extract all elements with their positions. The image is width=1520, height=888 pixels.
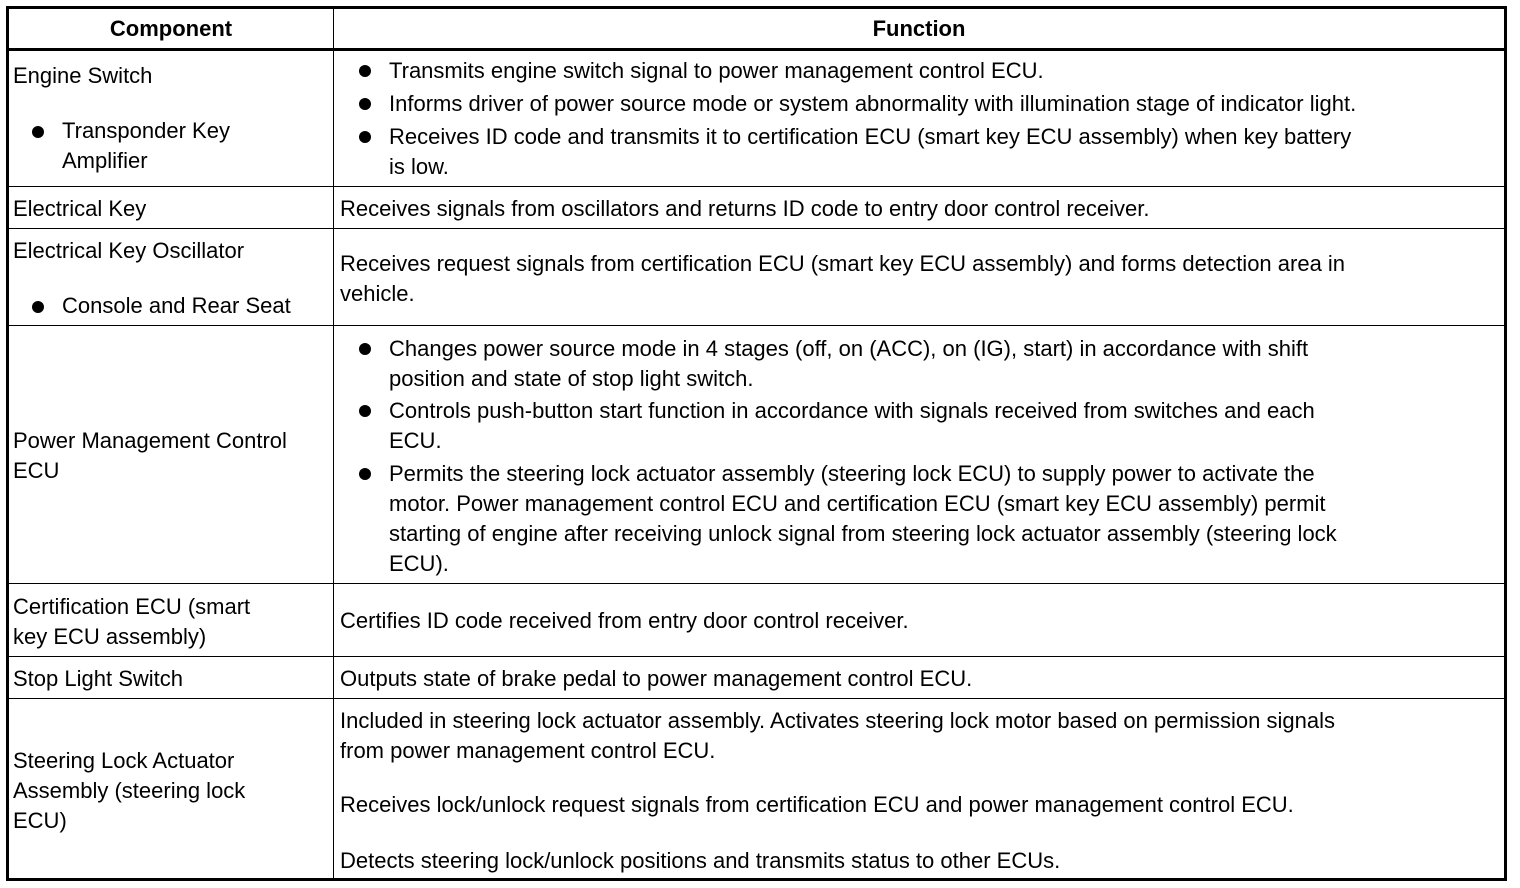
bullet-icon — [32, 301, 44, 313]
function-text: starting of engine after receiving unlock signal from steering lock actuator assembly (steering lock — [389, 521, 1337, 546]
bullet-icon — [359, 65, 371, 77]
function-text: Permits the steering lock actuator assembly (steering lock ECU) to supply power to activate the — [389, 461, 1315, 486]
header-function: Function — [872, 16, 966, 41]
component-function-table — [6, 6, 1507, 881]
function-text: ECU). — [389, 551, 449, 576]
component-sub-item: Amplifier — [62, 148, 148, 173]
function-text: Controls push-button start function in accordance with signals received from switches and each — [389, 398, 1315, 423]
component-name: Steering Lock Actuator — [13, 748, 235, 773]
function-text: Changes power source mode in 4 stages (off, on (ACC), on (IG), start) in accordance with shift — [389, 336, 1309, 361]
function-text: Receives signals from oscillators and returns ID code to entry door control receiver. — [340, 196, 1150, 221]
function-text: Certifies ID code received from entry door control receiver. — [340, 608, 909, 633]
function-text: Detects steering lock/unlock positions and transmits status to other ECUs. — [340, 848, 1061, 873]
column-divider — [333, 9, 334, 878]
function-text: Outputs state of brake pedal to power management control ECU. — [340, 666, 973, 691]
component-sub-item: Console and Rear Seat — [62, 293, 291, 318]
component-name: Assembly (steering lock — [13, 778, 246, 803]
bullet-icon — [32, 126, 44, 138]
bullet-icon — [359, 343, 371, 355]
function-text: position and state of stop light switch. — [389, 366, 754, 391]
component-name: Stop Light Switch — [13, 666, 183, 691]
component-name: Engine Switch — [13, 63, 153, 88]
function-text: Informs driver of power source mode or system abnormality with illumination stage of indicator light. — [389, 91, 1357, 116]
component-name: ECU) — [13, 808, 67, 833]
bullet-icon — [359, 468, 371, 480]
header-divider — [9, 48, 1504, 51]
header-component: Component — [109, 16, 233, 41]
row-divider — [9, 698, 1504, 699]
row-divider — [9, 656, 1504, 657]
component-name: Power Management Control — [13, 428, 287, 453]
component-name: Certification ECU (smart — [13, 594, 251, 619]
component-name: key ECU assembly) — [13, 624, 207, 649]
row-divider — [9, 228, 1504, 229]
function-text: from power management control ECU. — [340, 738, 716, 763]
component-name: ECU — [13, 458, 60, 483]
row-divider — [9, 583, 1504, 584]
function-text: Included in steering lock actuator assembly. Activates steering lock motor based on permission signals — [340, 708, 1335, 733]
component-name: Electrical Key — [13, 196, 147, 221]
function-text: ECU. — [389, 428, 442, 453]
bullet-icon — [359, 405, 371, 417]
component-name: Electrical Key Oscillator — [13, 238, 245, 263]
bullet-icon — [359, 98, 371, 110]
function-text: vehicle. — [340, 281, 415, 306]
component-sub-item: Transponder Key — [62, 118, 230, 143]
row-divider — [9, 186, 1504, 187]
function-text: Receives ID code and transmits it to certification ECU (smart key ECU assembly) when key battery — [389, 124, 1352, 149]
function-text: is low. — [389, 154, 449, 179]
function-text: motor. Power management control ECU and certification ECU (smart key ECU assembly) permit — [389, 491, 1326, 516]
row-divider — [9, 325, 1504, 326]
bullet-icon — [359, 131, 371, 143]
function-text: Receives lock/unlock request signals from certification ECU and power management control ECU. — [340, 792, 1294, 817]
function-text: Receives request signals from certification ECU (smart key ECU assembly) and forms detection area in — [340, 251, 1346, 276]
function-text: Transmits engine switch signal to power management control ECU. — [389, 58, 1044, 83]
